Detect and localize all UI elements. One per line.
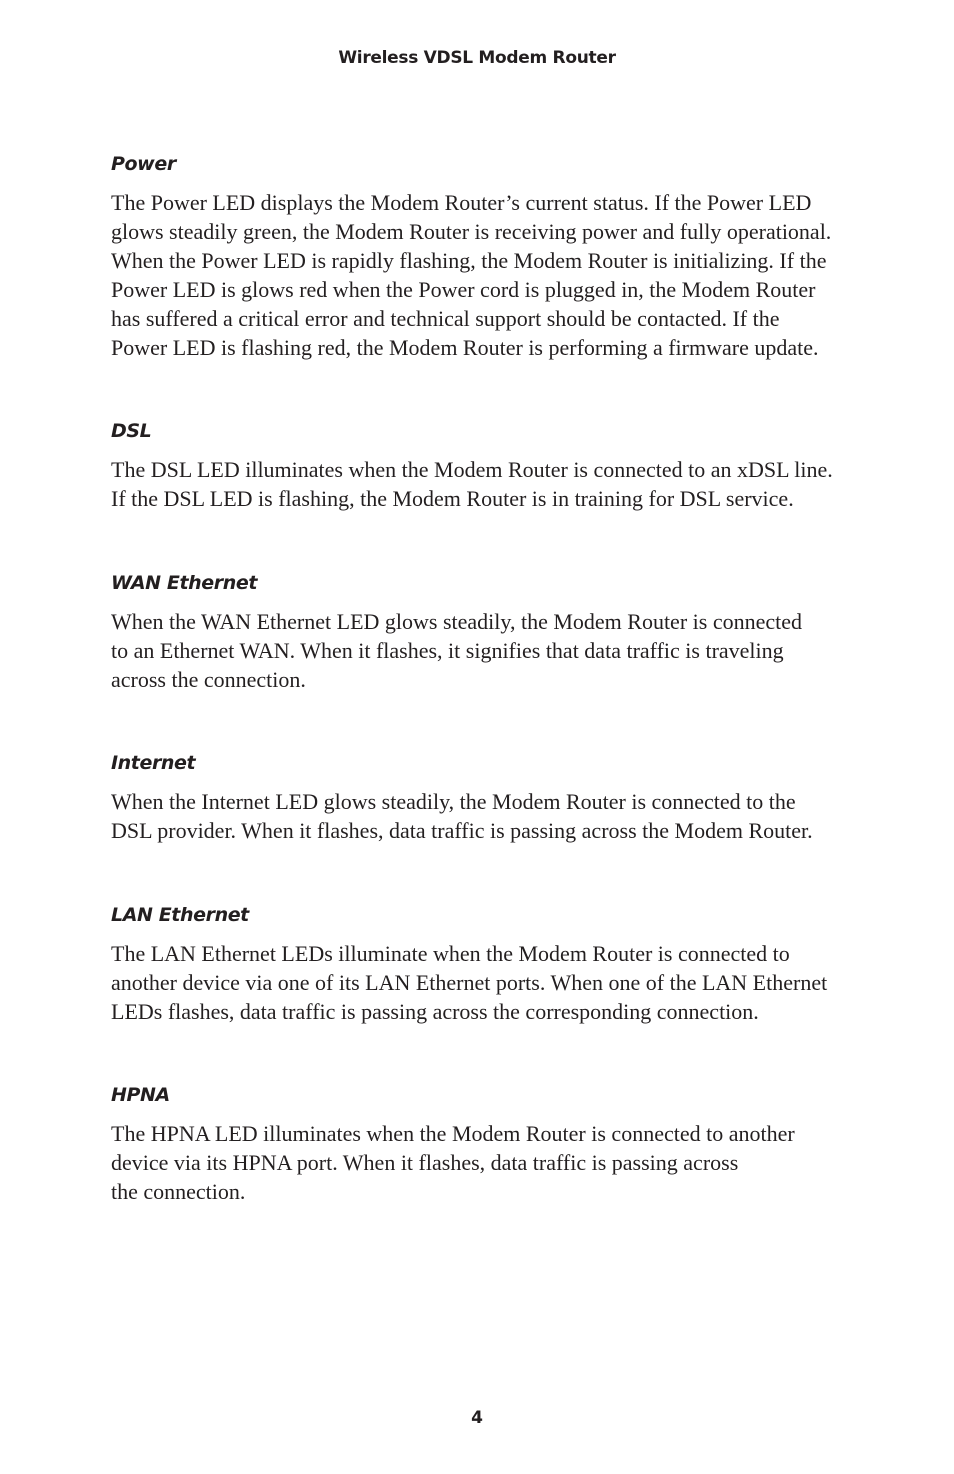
section-body-internet: When the Internet LED glows steadily, the Modem Router is connected to the DSL provider. When it flashes, data traffic is passing across the Modem Router. bbox=[111, 789, 813, 843]
section-title-dsl: DSL bbox=[111, 420, 152, 442]
section-body-lan-ethernet: The LAN Ethernet LEDs illuminate when the Modem Router is connected to another device via one of its LAN Ethernet ports. When one of the LAN Ethernet LEDs flashes, data traffic is passing across the corresponding connection. bbox=[111, 941, 828, 1024]
page-number: 4 bbox=[471, 1408, 483, 1428]
section-title-lan-ethernet: LAN Ethernet bbox=[111, 904, 249, 926]
section-power bbox=[111, 152, 871, 362]
section-dsl bbox=[111, 419, 871, 513]
section-title-wan-ethernet: WAN Ethernet bbox=[111, 572, 258, 594]
section-internet bbox=[111, 751, 871, 845]
section-title-power: Power bbox=[111, 153, 176, 175]
section-title-hpna: HPNA bbox=[111, 1084, 170, 1106]
section-title-internet: Internet bbox=[111, 752, 196, 774]
section-body-hpna: The HPNA LED illuminates when the Modem Router is connected to another device via its HPNA port. When it flashes, data traffic is passing across the connection. bbox=[111, 1121, 795, 1204]
section-wan-ethernet bbox=[111, 571, 871, 694]
section-body-wan-ethernet: When the WAN Ethernet LED glows steadily, the Modem Router is connected to an Ethernet WAN. When it flashes, it signifies that data traffic is traveling across the connection. bbox=[111, 609, 802, 692]
section-lan-ethernet bbox=[111, 903, 871, 1026]
running-header: Wireless VDSL Modem Router bbox=[338, 48, 616, 68]
section-hpna bbox=[111, 1083, 871, 1206]
section-body-power: The Power LED displays the Modem Router’s current status. If the Power LED glows steadily green, the Modem Router is receiving power and fully operational. When the Power LED is rapidly flashing, the Modem Router is initializing. If the Power LED is glows red when the Power cord is plugged in, the Modem Router has suffered a critical error and technical support should be contacted. If the Power LED is flashing red, the Modem Router is performing a firmware update. bbox=[111, 190, 832, 360]
section-body-dsl: The DSL LED illuminates when the Modem Router is connected to an xDSL line. If the DSL LED is flashing, the Modem Router is in training for DSL service. bbox=[111, 457, 833, 511]
